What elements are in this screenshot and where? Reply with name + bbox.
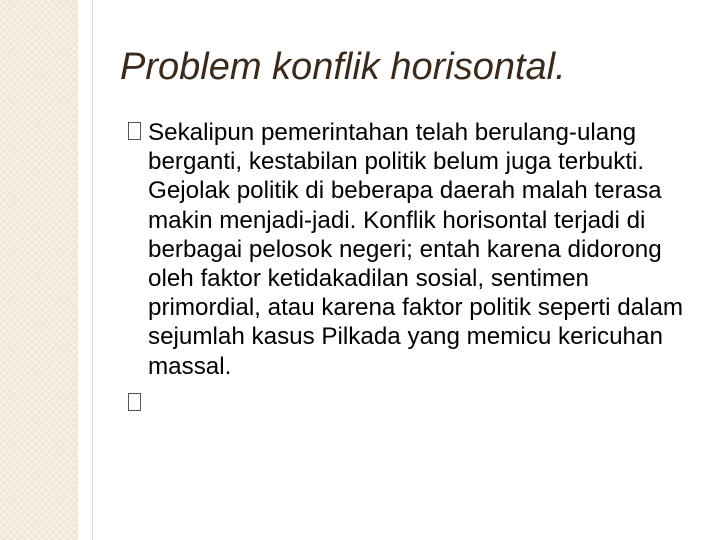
missing-glyph-box-icon <box>128 393 141 411</box>
decorative-side-band <box>0 0 78 540</box>
missing-glyph-box-icon <box>128 122 141 140</box>
bullet-item-empty <box>128 389 708 418</box>
bullet-list <box>128 118 708 418</box>
bullet-item <box>128 118 708 381</box>
bullet-text: Sekalipun pemerintahan telah berulang-ulang berganti, kestabilan politik belum juga terbukti. Gejolak politik di beberapa daerah malah terasa makin menjadi-jadi. Konflik horisontal terjadi di berbagai pelosok negeri; entah karena didorong oleh faktor ketidakadilan sosial, sentimen primordial, atau karena faktor politik seperti dalam sejumlah kasus Pilkada yang memicu kericuhan massal. <box>148 119 684 380</box>
decorative-vertical-line <box>92 0 93 540</box>
slide-title: Problem konflik horisontal. <box>120 46 566 88</box>
